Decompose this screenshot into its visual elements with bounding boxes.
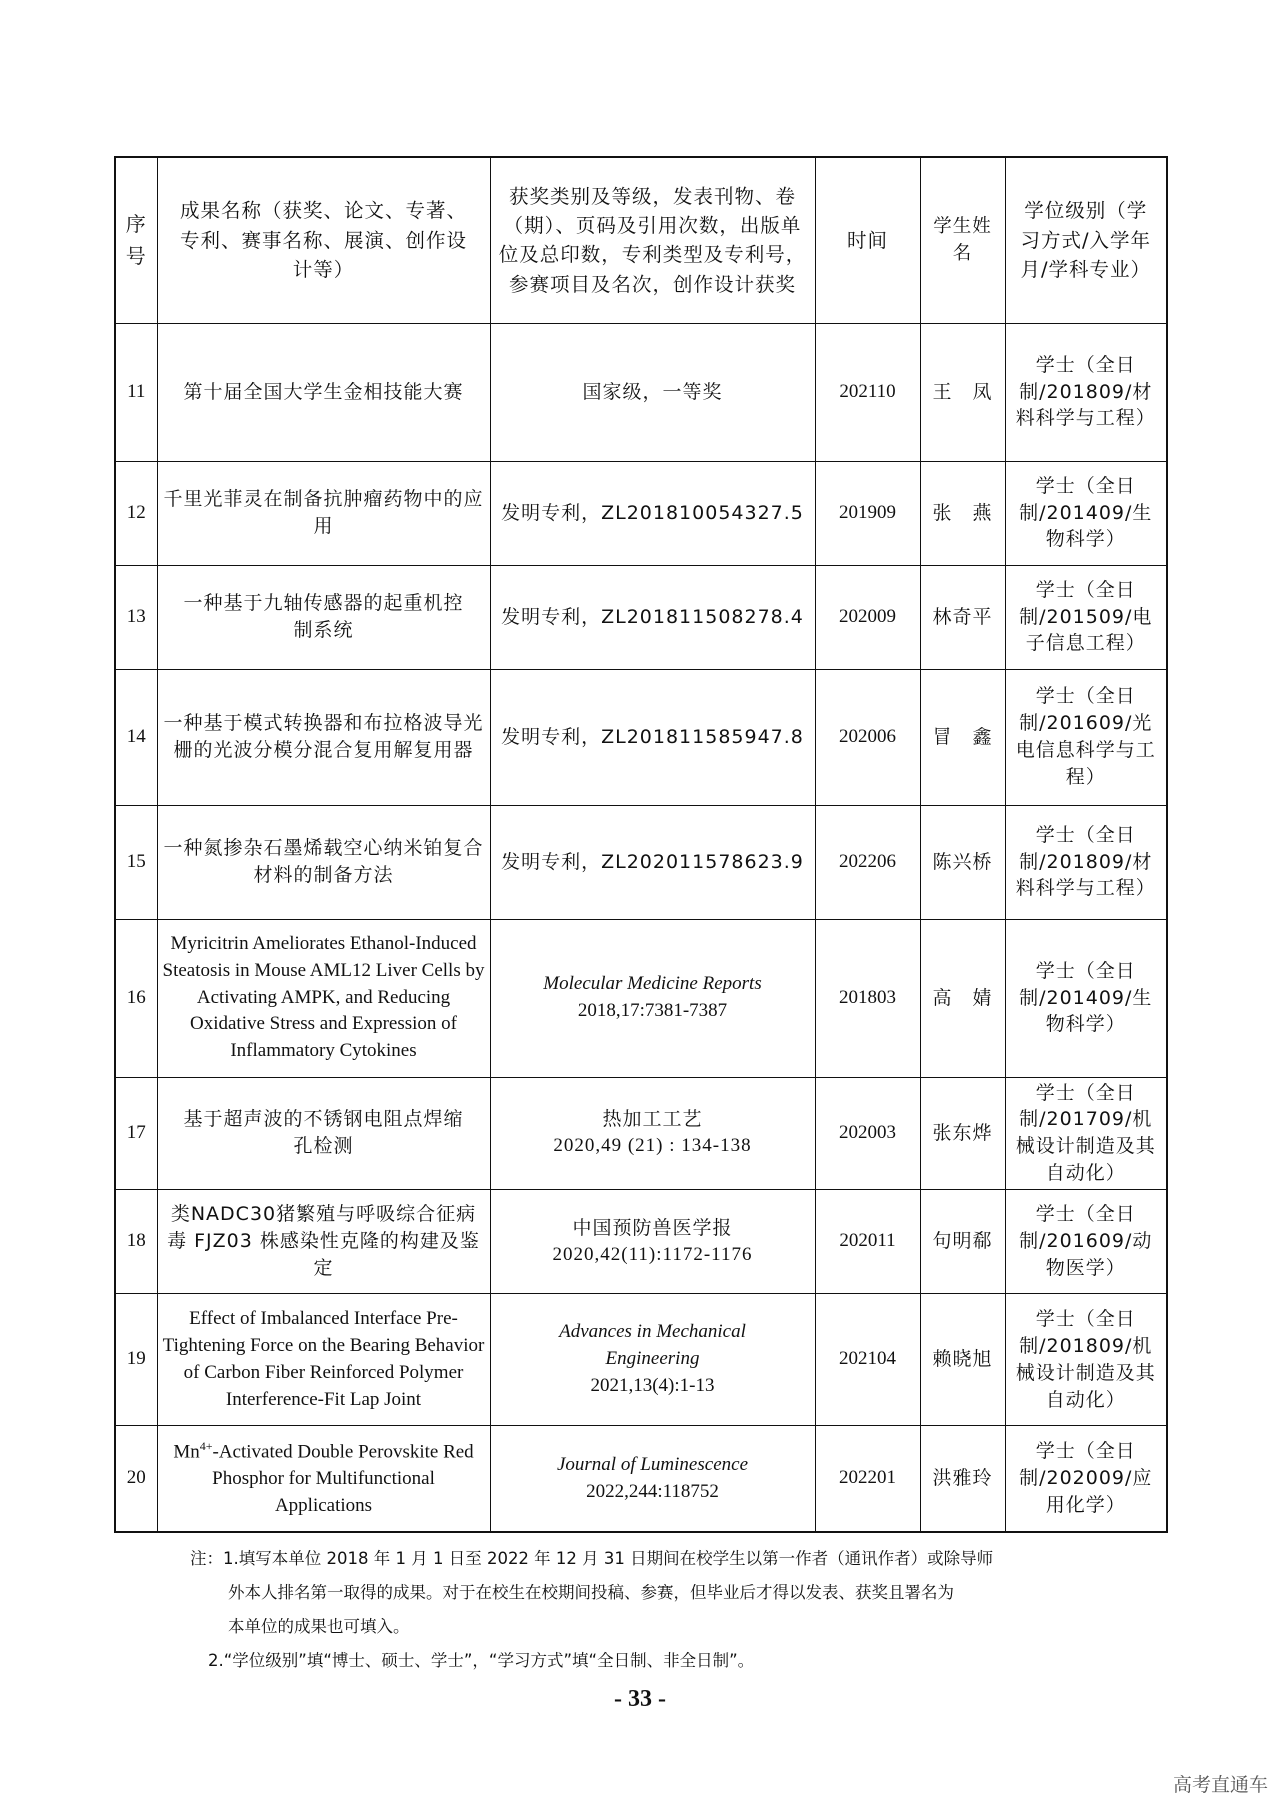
row-seq: 16: [115, 919, 157, 1077]
header-student: 学生姓名: [920, 157, 1005, 323]
row-time: 202011: [815, 1190, 920, 1294]
row-category-cell: [490, 919, 815, 1077]
row-name: 千里光菲灵在制备抗肿瘤药物中的应用: [157, 461, 490, 565]
row-student: 张东烨: [920, 1077, 1005, 1190]
row-journal: 热加工工艺: [602, 1108, 703, 1131]
table-row: [115, 669, 1167, 805]
row-time: 202206: [815, 805, 920, 919]
row-journal: 中国预防兽医学报: [572, 1216, 733, 1239]
page-number: - 33 -: [614, 1686, 666, 1712]
row-time: 201909: [815, 461, 920, 565]
notes: [190, 1542, 1110, 1678]
row-category: 发明专利，ZL202011578623.9: [490, 805, 815, 919]
row-degree: 学士（全日制/201809/材料科学与工程）: [1005, 805, 1167, 919]
row-category-cell: [490, 1426, 815, 1532]
table-row: [115, 323, 1167, 461]
row-name: 一种基于模式转换器和布拉格波导光栅的光波分模分混合复用解复用器: [157, 669, 490, 805]
row-name: 一种基于九轴传感器的起重机控制系统: [157, 565, 490, 669]
row-journal: Molecular Medicine Reports: [543, 973, 762, 995]
row-seq: 17: [115, 1077, 157, 1190]
table-row: [115, 919, 1167, 1077]
row-name: 第十届全国大学生金相技能大赛: [157, 323, 490, 461]
row-time: 202009: [815, 565, 920, 669]
row-journal: Advances in Mechanical Engineering: [559, 1321, 746, 1370]
row-student: 冒 鑫: [920, 669, 1005, 805]
row-student: 洪雅玲: [920, 1426, 1005, 1532]
row-degree: 学士（全日制/202009/应用化学）: [1005, 1426, 1167, 1532]
row-seq: 12: [115, 461, 157, 565]
row-time: 202110: [815, 323, 920, 461]
note-line-3: 本单位的成果也可填入。: [228, 1617, 410, 1636]
row-time: 201803: [815, 919, 920, 1077]
row-category: 发明专利，ZL201811508278.4: [490, 565, 815, 669]
row-category: 2021,13(4):1-13: [590, 1375, 715, 1397]
row-name: 基于超声波的不锈钢电阻点焊缩孔检测: [157, 1077, 490, 1190]
note-line-2: 外本人排名第一取得的成果。对于在校生在校期间投稿、参赛，但毕业后才得以发表、获奖且署名为: [228, 1583, 954, 1602]
row-student: 王 凤: [920, 323, 1005, 461]
table-row: [115, 565, 1167, 669]
table-header-row: [115, 157, 1167, 323]
row-category-cell: [490, 1294, 815, 1426]
row-seq: 11: [115, 323, 157, 461]
row-name-prefix: Mn: [173, 1440, 200, 1462]
row-time: 202006: [815, 669, 920, 805]
row-seq: 14: [115, 669, 157, 805]
row-student: 高 婧: [920, 919, 1005, 1077]
row-name-cell: [157, 1426, 490, 1532]
row-degree: 学士（全日制/201609/动物医学）: [1005, 1190, 1167, 1294]
row-name: -Activated Double Perovskite Red Phosphor for Multifunctional Applications: [212, 1440, 474, 1516]
row-category-cell: [490, 1077, 815, 1190]
header-time: 时间: [815, 157, 920, 323]
table-row: [115, 805, 1167, 919]
table-row: [115, 1077, 1167, 1190]
row-degree: 学士（全日制/201709/机械设计制造及其自动化）: [1005, 1077, 1167, 1190]
achievements-table: [114, 156, 1168, 1533]
table-row: [115, 1426, 1167, 1532]
row-time: 202003: [815, 1077, 920, 1190]
row-student: 陈兴桥: [920, 805, 1005, 919]
row-category: 2022,244:118752: [586, 1480, 719, 1502]
row-degree: 学士（全日制/201409/生物科学）: [1005, 919, 1167, 1077]
watermark: 高考直通车: [1172, 1774, 1268, 1796]
row-name: Effect of Imbalanced Interface Pre-Tightening Force on the Bearing Behavior of Carbon Fiber Reinforced Polymer Interference-Fit Lap Joint: [157, 1294, 490, 1426]
row-student: 林奇平: [920, 565, 1005, 669]
row-degree: 学士（全日制/201809/材料科学与工程）: [1005, 323, 1167, 461]
row-student: 句明郗: [920, 1190, 1005, 1294]
row-name-sup: 4+: [199, 1438, 213, 1453]
header-degree: 学位级别（学习方式/入学年月/学科专业）: [1005, 157, 1167, 323]
row-category: 2018,17:7381-7387: [577, 1000, 728, 1021]
table-row: [115, 1190, 1167, 1294]
row-name: 一种氮掺杂石墨烯载空心纳米铂复合材料的制备方法: [157, 805, 490, 919]
row-degree: 学士（全日制/201409/生物科学）: [1005, 461, 1167, 565]
row-time: 202201: [815, 1426, 920, 1532]
row-name: 类NADC30猪繁殖与呼吸综合征病毒 FJZ03 株感染性克隆的构建及鉴定: [157, 1190, 490, 1294]
row-journal: Journal of Luminescence: [556, 1453, 748, 1475]
row-seq: 19: [115, 1294, 157, 1426]
row-category: 发明专利，ZL201810054327.5: [490, 461, 815, 565]
header-category: 获奖类别及等级，发表刊物、卷（期）、页码及引用次数，出版单位及总印数，专利类型及专利号，参赛项目及名次，创作设计获奖: [490, 157, 815, 323]
header-name: 成果名称（获奖、论文、专著、专利、赛事名称、展演、创作设计等）: [157, 157, 490, 323]
row-seq: 18: [115, 1190, 157, 1294]
row-time: 202104: [815, 1294, 920, 1426]
row-student: 张 燕: [920, 461, 1005, 565]
row-name: Myricitrin Ameliorates Ethanol-Induced Steatosis in Mouse AML12 Liver Cells by Activating AMPK, and Reducing Oxidative Stress and Expression of Inflammatory Cytokines: [157, 919, 490, 1077]
table-row: [115, 461, 1167, 565]
row-degree: 学士（全日制/201509/电子信息工程）: [1005, 565, 1167, 669]
table-row: [115, 1294, 1167, 1426]
row-degree: 学士（全日制/201809/机械设计制造及其自动化）: [1005, 1294, 1167, 1426]
note-line-1: 注：1.填写本单位 2018 年 1 月 1 日至 2022 年 12 月 31 日期间在校学生以第一作者（通讯作者）或除导师: [190, 1549, 994, 1568]
row-category: 发明专利，ZL201811585947.8: [490, 669, 815, 805]
row-seq: 13: [115, 565, 157, 669]
header-seq: 序号: [115, 157, 157, 323]
note-line-4: 2.“学位级别”填“博士、硕士、学士”，“学习方式”填“全日制、非全日制”。: [208, 1651, 755, 1670]
row-seq: 15: [115, 805, 157, 919]
row-seq: 20: [115, 1426, 157, 1532]
row-category-cell: [490, 1190, 815, 1294]
row-category: 2020,42(11):1172-1176: [552, 1243, 753, 1265]
row-category: 国家级，一等奖: [490, 323, 815, 461]
row-student: 赖晓旭: [920, 1294, 1005, 1426]
row-degree: 学士（全日制/201609/光电信息科学与工程）: [1005, 669, 1167, 805]
row-category: 2020,49 (21) : 134-138: [553, 1135, 752, 1157]
